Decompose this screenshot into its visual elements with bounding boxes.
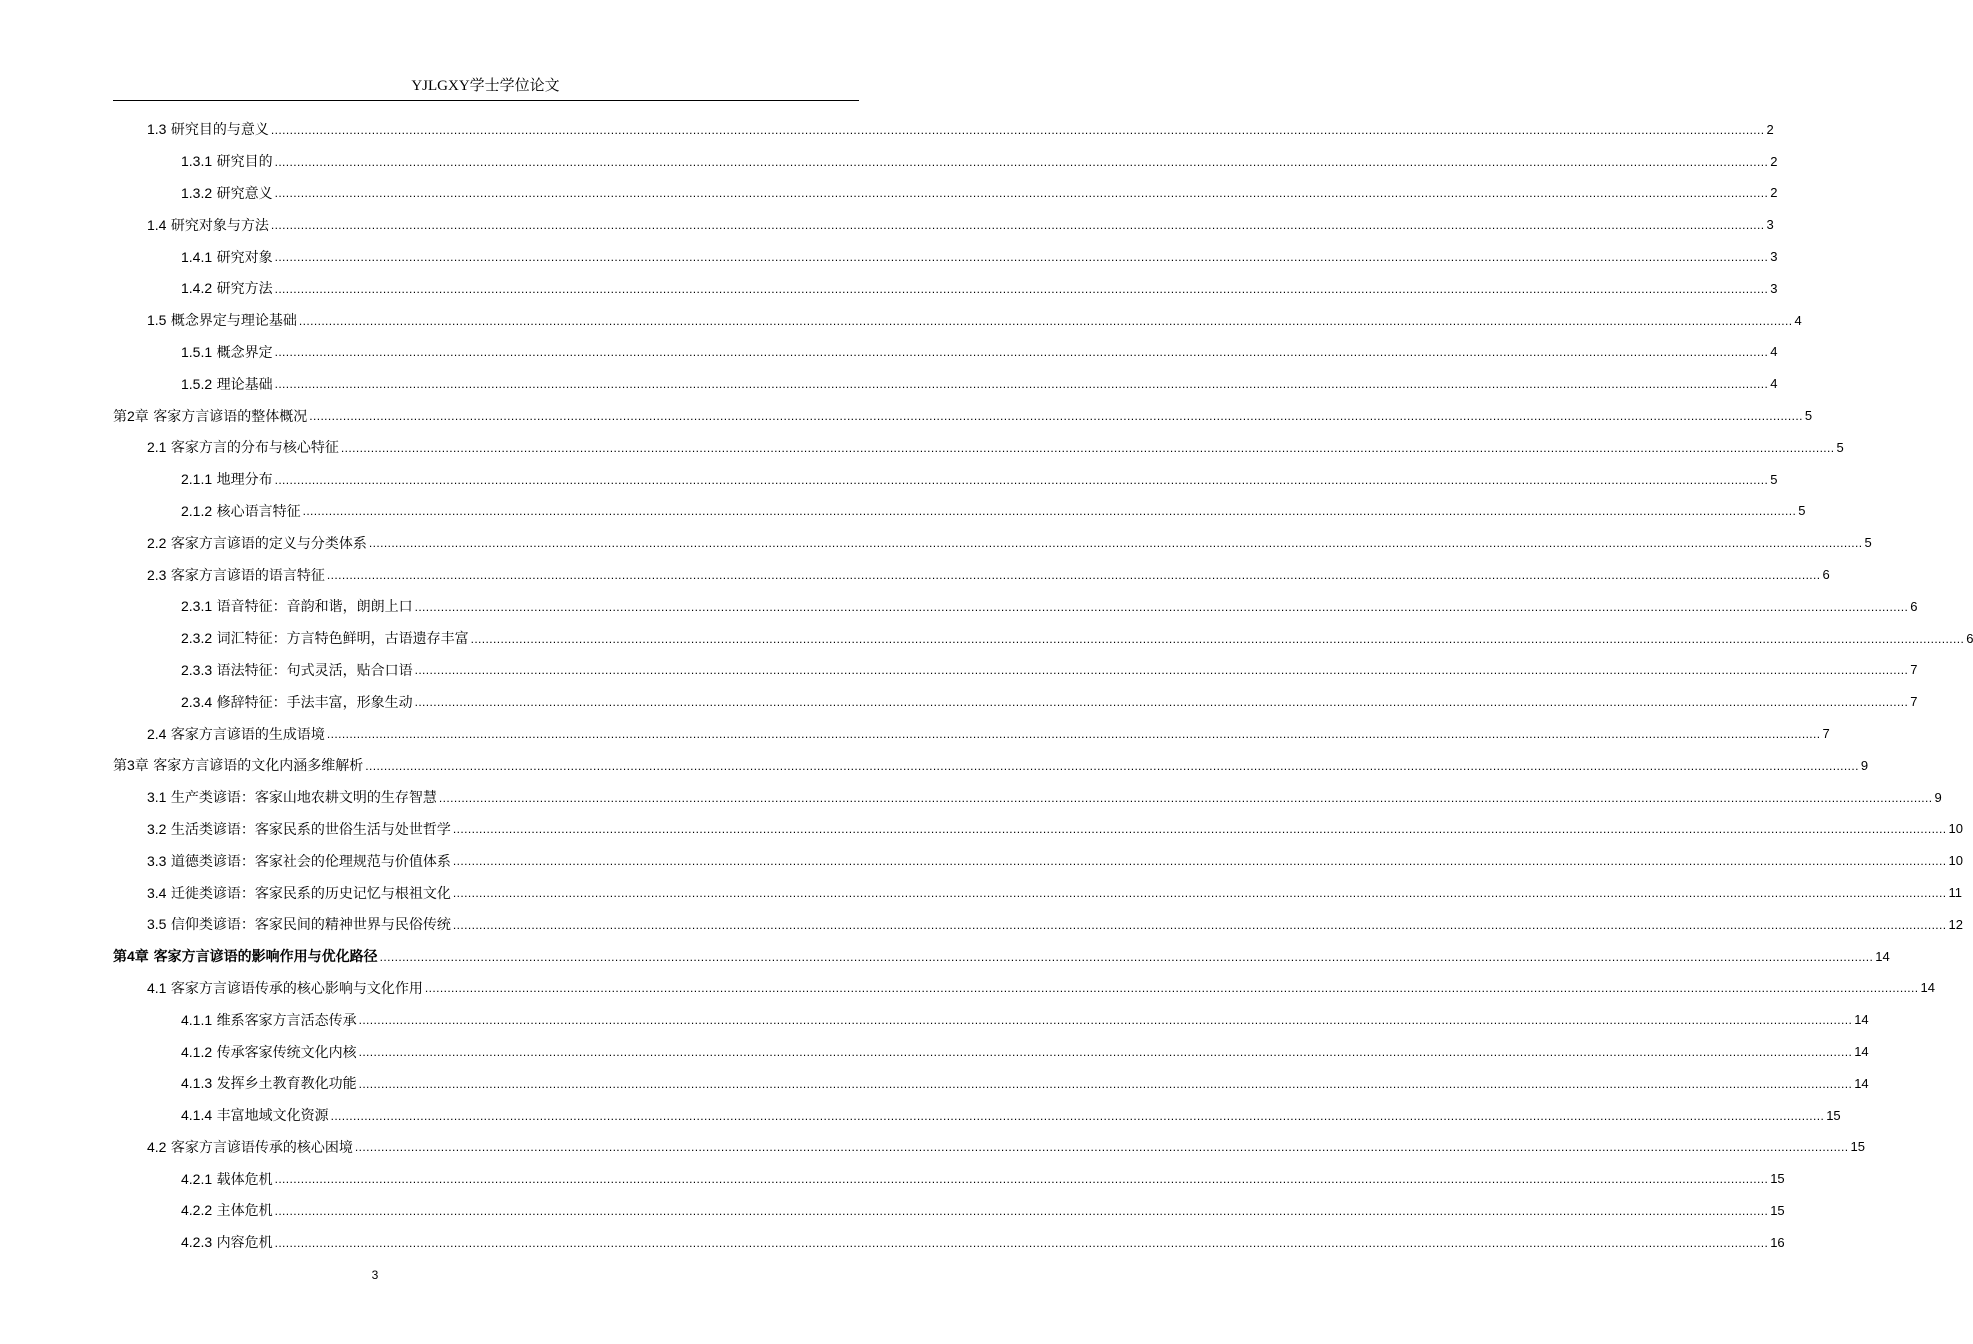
toc-leader-dots: ................................................................................................................................................................................................................................................................................................................................................................................................................	[302, 504, 1797, 519]
toc-entry-number: 1.3.1	[181, 153, 213, 170]
toc-entry-title	[181, 248, 273, 267]
toc-entry-page: 14	[1875, 948, 1890, 964]
toc-entry[interactable]	[113, 1036, 1869, 1068]
toc-entry-number: 2.1.2	[181, 502, 213, 519]
toc-entry[interactable]	[113, 973, 1935, 1005]
toc-entry-label: 信仰类谚语：客家民间的精神世界与民俗传统	[170, 917, 451, 934]
toc-entry-number: 1.4.2	[181, 280, 213, 297]
toc-entry[interactable]	[113, 368, 1778, 400]
toc-leader-dots: ................................................................................................................................................................................................................................................................................................................................................................................................................	[274, 186, 1769, 201]
toc-entry-number: 3.3	[147, 852, 167, 869]
toc-entry-page: 7	[1822, 726, 1830, 742]
toc-entry-title	[181, 470, 273, 489]
toc-leader-dots: ................................................................................................................................................................................................................................................................................................................................................................................................................	[340, 440, 1835, 455]
toc-leader-dots: ................................................................................................................................................................................................................................................................................................................................................................................................................	[358, 1045, 1853, 1059]
toc-entry[interactable]	[113, 464, 1778, 496]
toc-entry-page: 5	[1804, 408, 1813, 424]
toc-entry-label: 客家方言谚语传承的核心影响与文化作用	[170, 980, 423, 997]
toc-entry-title	[181, 1043, 357, 1062]
toc-entry[interactable]	[113, 1004, 1869, 1036]
toc-entry-title	[181, 1233, 273, 1252]
toc-entry-label: 客家方言谚语的整体概况	[153, 408, 308, 425]
toc-entry-page: 7	[1910, 694, 1918, 710]
toc-entry[interactable]	[113, 591, 1918, 623]
toc-entry-label: 语音特征：音韵和谐，朗朗上口	[216, 599, 413, 616]
toc-entry-label: 内容危机	[216, 1235, 273, 1252]
toc-entry-number: 1.4	[147, 216, 167, 233]
toc-entry[interactable]	[113, 686, 1918, 718]
toc-entry-title	[113, 947, 378, 966]
toc-entry-page: 6	[1966, 630, 1973, 646]
toc-entry-number: 第2章	[113, 407, 149, 424]
toc-entry-number: 1.5.1	[181, 343, 213, 360]
toc-entry[interactable]	[113, 623, 1973, 655]
toc-entry-number: 2.3	[147, 566, 167, 583]
toc-entry-number: 2.4	[147, 725, 167, 742]
toc-entry-number: 2.3.3	[181, 661, 213, 678]
toc-entry-title	[147, 979, 423, 998]
toc-entry-title	[181, 1106, 329, 1125]
toc-entry-number: 2.2	[147, 534, 167, 551]
toc-entry-page: 2	[1766, 121, 1774, 137]
toc-entry-title	[181, 1074, 357, 1093]
toc-entry-label: 道德类谚语：客家社会的伦理规范与价值体系	[170, 853, 451, 870]
toc-entry-title	[181, 661, 413, 680]
toc-entry-title	[181, 375, 273, 394]
toc-entry[interactable]	[113, 814, 1963, 846]
toc-entry-label: 主体危机	[216, 1203, 273, 1220]
toc-entry-page: 6	[1822, 567, 1830, 583]
toc-entry-label: 丰富地域文化资源	[216, 1108, 329, 1125]
toc-entry-number: 4.1.3	[181, 1075, 213, 1092]
toc-entry[interactable]	[113, 750, 1869, 782]
toc-entry-title	[181, 1170, 273, 1189]
header-rule	[113, 100, 859, 101]
toc-entry[interactable]	[113, 1132, 1865, 1164]
toc-entry-label: 客家方言谚语的定义与分类体系	[170, 535, 367, 552]
toc-entry-label: 生活类谚语：客家民系的世俗生活与处世哲学	[170, 821, 451, 838]
toc-entry-title	[181, 597, 413, 616]
toc-entry-label: 客家方言谚语的影响作用与优化路径	[153, 949, 378, 966]
toc-leader-dots: ................................................................................................................................................................................................................................................................................................................................................................................................................	[414, 599, 1909, 614]
toc-entry-label: 客家方言谚语的语言特征	[170, 567, 325, 584]
toc-entry[interactable]	[113, 432, 1844, 464]
toc-entry-number: 第4章	[113, 948, 149, 965]
toc-entry-title	[147, 120, 269, 139]
toc-entry-page: 7	[1910, 662, 1918, 678]
toc-entry[interactable]	[113, 1068, 1869, 1100]
toc-entry-title	[147, 788, 437, 807]
toc-leader-dots: ................................................................................................................................................................................................................................................................................................................................................................................................................	[326, 568, 1821, 583]
toc-entry-title	[181, 629, 469, 648]
toc-entry[interactable]	[113, 559, 1830, 591]
toc-entry-title	[181, 279, 273, 298]
toc-leader-dots: ................................................................................................................................................................................................................................................................................................................................................................................................................	[358, 1076, 1853, 1091]
toc-entry-number: 1.4.1	[181, 248, 213, 265]
toc-entry-number: 第3章	[113, 757, 149, 774]
toc-entry-page: 4	[1794, 312, 1802, 328]
toc-leader-dots: ................................................................................................................................................................................................................................................................................................................................................................................................................	[365, 758, 1859, 773]
toc-leader-dots: ................................................................................................................................................................................................................................................................................................................................................................................................................	[298, 313, 1793, 328]
toc-entry[interactable]	[113, 209, 1774, 241]
toc-entry-page: 10	[1948, 821, 1963, 837]
toc-entry-label: 研究目的	[216, 154, 273, 171]
toc-entry-page: 15	[1770, 1202, 1785, 1218]
toc-entry-title	[147, 566, 325, 585]
toc-entry[interactable]	[113, 655, 1918, 687]
toc-entry[interactable]	[113, 337, 1778, 369]
toc-leader-dots: ................................................................................................................................................................................................................................................................................................................................................................................................................	[414, 663, 1909, 678]
toc-entry-number: 3.2	[147, 820, 167, 837]
toc-entry-page: 14	[1854, 1012, 1869, 1028]
toc-entry-page: 16	[1770, 1234, 1785, 1250]
toc-entry-title	[147, 438, 339, 457]
toc-entry-page: 4	[1770, 344, 1778, 360]
toc-leader-dots: ................................................................................................................................................................................................................................................................................................................................................................................................................	[274, 377, 1769, 392]
toc-entry-number: 4.1.2	[181, 1043, 213, 1060]
toc-entry[interactable]	[113, 718, 1830, 750]
toc-entry-number: 1.5	[147, 312, 167, 329]
toc-entry-label: 研究方法	[216, 281, 273, 298]
toc-entry-number: 2.3.2	[181, 630, 213, 647]
page-number: 3	[371, 1268, 379, 1282]
toc-entry-page: 2	[1770, 185, 1778, 201]
toc-entry-label: 地理分布	[216, 472, 273, 489]
toc-entry[interactable]	[113, 1163, 1785, 1195]
toc-entry-title	[181, 1011, 357, 1030]
toc-leader-dots: ................................................................................................................................................................................................................................................................................................................................................................................................................	[452, 822, 1947, 837]
toc-entry-number: 1.5.2	[181, 375, 213, 392]
toc-entry-title	[113, 407, 307, 426]
toc-entry[interactable]	[113, 305, 1802, 337]
toc-entry-title	[147, 915, 451, 934]
toc-entry[interactable]	[113, 845, 1963, 877]
toc-entry-page: 3	[1770, 280, 1778, 296]
toc-entry-title	[147, 311, 297, 330]
toc-entry-title	[147, 852, 451, 871]
toc-leader-dots: ................................................................................................................................................................................................................................................................................................................................................................................................................	[452, 917, 1947, 932]
toc-entry-label: 研究对象与方法	[170, 217, 269, 234]
toc-entry-number: 2.3.4	[181, 693, 213, 710]
toc-leader-dots: ................................................................................................................................................................................................................................................................................................................................................................................................................	[414, 695, 1909, 710]
toc-entry[interactable]	[113, 241, 1778, 273]
toc-leader-dots: ................................................................................................................................................................................................................................................................................................................................................................................................................	[274, 1235, 1769, 1250]
toc-entry-title	[147, 1138, 353, 1157]
toc-entry-title	[181, 343, 273, 362]
toc-entry[interactable]	[113, 400, 1813, 432]
toc-entry[interactable]	[113, 114, 1774, 146]
toc-entry[interactable]	[113, 941, 1890, 973]
toc-entry-label: 核心语言特征	[216, 503, 301, 520]
toc-leader-dots: ................................................................................................................................................................................................................................................................................................................................................................................................................	[274, 345, 1769, 360]
toc-entry-number: 4.1	[147, 979, 167, 996]
toc-entry-page: 5	[1798, 503, 1806, 519]
toc-entry-title	[147, 534, 367, 553]
toc-leader-dots: ................................................................................................................................................................................................................................................................................................................................................................................................................	[274, 281, 1769, 296]
toc-entry-title	[147, 725, 325, 744]
toc-entry-page: 14	[1854, 1044, 1869, 1059]
toc-leader-dots: ................................................................................................................................................................................................................................................................................................................................................................................................................	[470, 631, 1965, 646]
toc-entry-page: 15	[1770, 1171, 1785, 1187]
toc-entry-label: 生产类谚语：客家山地农耕文明的生存智慧	[170, 790, 437, 807]
toc-entry-number: 3.1	[147, 789, 167, 806]
toc-entry-number: 3.4	[147, 884, 167, 901]
toc-entry-number: 1.3.2	[181, 184, 213, 201]
toc-leader-dots: ................................................................................................................................................................................................................................................................................................................................................................................................................	[379, 949, 1874, 964]
toc-entry[interactable]	[113, 877, 1963, 909]
toc-entry-page: 5	[1836, 439, 1844, 455]
toc-entry-title	[147, 884, 451, 903]
toc-entry-page: 10	[1948, 853, 1963, 869]
toc-leader-dots: ................................................................................................................................................................................................................................................................................................................................................................................................................	[452, 886, 1947, 901]
toc-entry[interactable]	[113, 1227, 1785, 1259]
running-header-title: YJLGXY学士学位论文	[411, 78, 560, 94]
toc-entry-title	[181, 502, 301, 521]
toc-entry-page: 12	[1948, 916, 1963, 932]
toc-entry-label: 概念界定	[216, 344, 273, 361]
toc-entry[interactable]	[113, 1100, 1841, 1132]
toc-leader-dots: ................................................................................................................................................................................................................................................................................................................................................................................................................	[330, 1108, 1825, 1123]
toc-entry-page: 6	[1910, 598, 1918, 614]
toc-entry-page: 4	[1770, 376, 1778, 392]
toc-leader-dots: ................................................................................................................................................................................................................................................................................................................................................................................................................	[368, 536, 1863, 551]
toc-entry[interactable]	[113, 496, 1806, 528]
toc-entry-title	[181, 184, 273, 203]
toc-entry-label: 词汇特征：方言特色鲜明，古语遗存丰富	[216, 631, 469, 648]
toc-entry-label: 研究对象	[216, 249, 273, 266]
toc-leader-dots: ................................................................................................................................................................................................................................................................................................................................................................................................................	[354, 1140, 1849, 1155]
toc-entry-page: 9	[1934, 789, 1942, 805]
toc-entry-title	[181, 693, 413, 712]
toc-entry[interactable]	[113, 146, 1778, 178]
toc-entry-label: 传承客家传统文化内核	[216, 1044, 357, 1061]
toc-entry-label: 客家方言谚语传承的核心困境	[170, 1139, 353, 1156]
toc-entry-title	[113, 756, 363, 775]
toc-entry-label: 理论基础	[216, 376, 273, 393]
toc-entry-label: 载体危机	[216, 1171, 273, 1188]
toc-entry-page: 3	[1766, 217, 1774, 233]
toc-leader-dots: ................................................................................................................................................................................................................................................................................................................................................................................................................	[424, 981, 1919, 996]
toc-entry-number: 4.2.1	[181, 1170, 213, 1187]
toc-entry-number: 4.1.4	[181, 1107, 213, 1124]
toc-entry-label: 客家方言谚语的文化内涵多维解析	[153, 758, 364, 775]
toc-entry-number: 4.2	[147, 1138, 167, 1155]
toc-entry-number: 4.1.1	[181, 1011, 213, 1028]
toc-leader-dots: ................................................................................................................................................................................................................................................................................................................................................................................................................	[274, 472, 1769, 487]
toc-entry-label: 研究目的与意义	[170, 122, 269, 139]
toc-entry-label: 维系客家方言活态传承	[216, 1012, 357, 1029]
toc-entry-label: 迁徙类谚语：客家民系的历史记忆与根祖文化	[170, 885, 451, 902]
toc-entry[interactable]	[113, 909, 1963, 941]
toc-entry-page: 14	[1920, 980, 1935, 996]
toc-entry-number: 3.5	[147, 916, 167, 933]
toc-entry-label: 客家方言的分布与核心特征	[170, 440, 339, 457]
toc-entry-page: 5	[1770, 471, 1778, 487]
toc-entry-label: 语法特征：句式灵活，贴合口语	[216, 662, 413, 679]
toc-leader-dots: ................................................................................................................................................................................................................................................................................................................................................................................................................	[270, 218, 1765, 233]
toc-leader-dots: ................................................................................................................................................................................................................................................................................................................................................................................................................	[270, 122, 1765, 137]
toc-entry-label: 研究意义	[216, 185, 273, 202]
toc-entry-title	[147, 216, 269, 235]
table-of-contents	[113, 114, 1973, 1259]
toc-entry-number: 2.1	[147, 439, 167, 456]
toc-entry-page: 14	[1854, 1075, 1869, 1091]
toc-leader-dots: ................................................................................................................................................................................................................................................................................................................................................................................................................	[274, 1172, 1769, 1187]
toc-entry-title	[181, 1201, 273, 1220]
toc-entry-title	[147, 820, 451, 839]
toc-entry-title	[181, 152, 273, 171]
toc-entry-label: 客家方言谚语的生成语境	[170, 726, 325, 743]
toc-entry-page: 2	[1770, 153, 1778, 169]
toc-leader-dots: ................................................................................................................................................................................................................................................................................................................................................................................................................	[438, 790, 1933, 805]
toc-entry-page: 9	[1860, 757, 1869, 773]
toc-entry-label: 发挥乡土教育教化功能	[216, 1076, 357, 1093]
toc-leader-dots: ................................................................................................................................................................................................................................................................................................................................................................................................................	[326, 727, 1821, 742]
toc-leader-dots: ................................................................................................................................................................................................................................................................................................................................................................................................................	[274, 154, 1769, 169]
toc-entry-label: 修辞特征：手法丰富，形象生动	[216, 694, 413, 711]
toc-leader-dots: ................................................................................................................................................................................................................................................................................................................................................................................................................	[358, 1013, 1853, 1028]
toc-leader-dots: ................................................................................................................................................................................................................................................................................................................................................................................................................	[274, 1203, 1769, 1218]
toc-leader-dots: ................................................................................................................................................................................................................................................................................................................................................................................................................	[452, 854, 1947, 869]
toc-entry-number: 4.2.3	[181, 1234, 213, 1251]
toc-entry-page: 15	[1850, 1139, 1865, 1155]
toc-entry[interactable]	[113, 527, 1872, 559]
toc-leader-dots: ................................................................................................................................................................................................................................................................................................................................................................................................................	[274, 250, 1769, 265]
toc-leader-dots: ................................................................................................................................................................................................................................................................................................................................................................................................................	[309, 409, 1803, 424]
toc-entry-number: 2.1.1	[181, 471, 213, 488]
toc-entry-page: 11	[1948, 885, 1963, 901]
toc-entry-page: 5	[1864, 535, 1872, 551]
toc-entry-number: 1.3	[147, 121, 167, 138]
toc-entry-number: 4.2.2	[181, 1202, 213, 1219]
toc-entry-number: 2.3.1	[181, 598, 213, 615]
toc-entry[interactable]	[113, 178, 1778, 210]
toc-entry-label: 概念界定与理论基础	[170, 313, 297, 330]
toc-entry-page: 15	[1826, 1107, 1841, 1123]
toc-entry[interactable]	[113, 1195, 1785, 1227]
toc-entry[interactable]	[113, 273, 1778, 305]
toc-entry-page: 3	[1770, 249, 1778, 265]
toc-entry[interactable]	[113, 782, 1942, 814]
